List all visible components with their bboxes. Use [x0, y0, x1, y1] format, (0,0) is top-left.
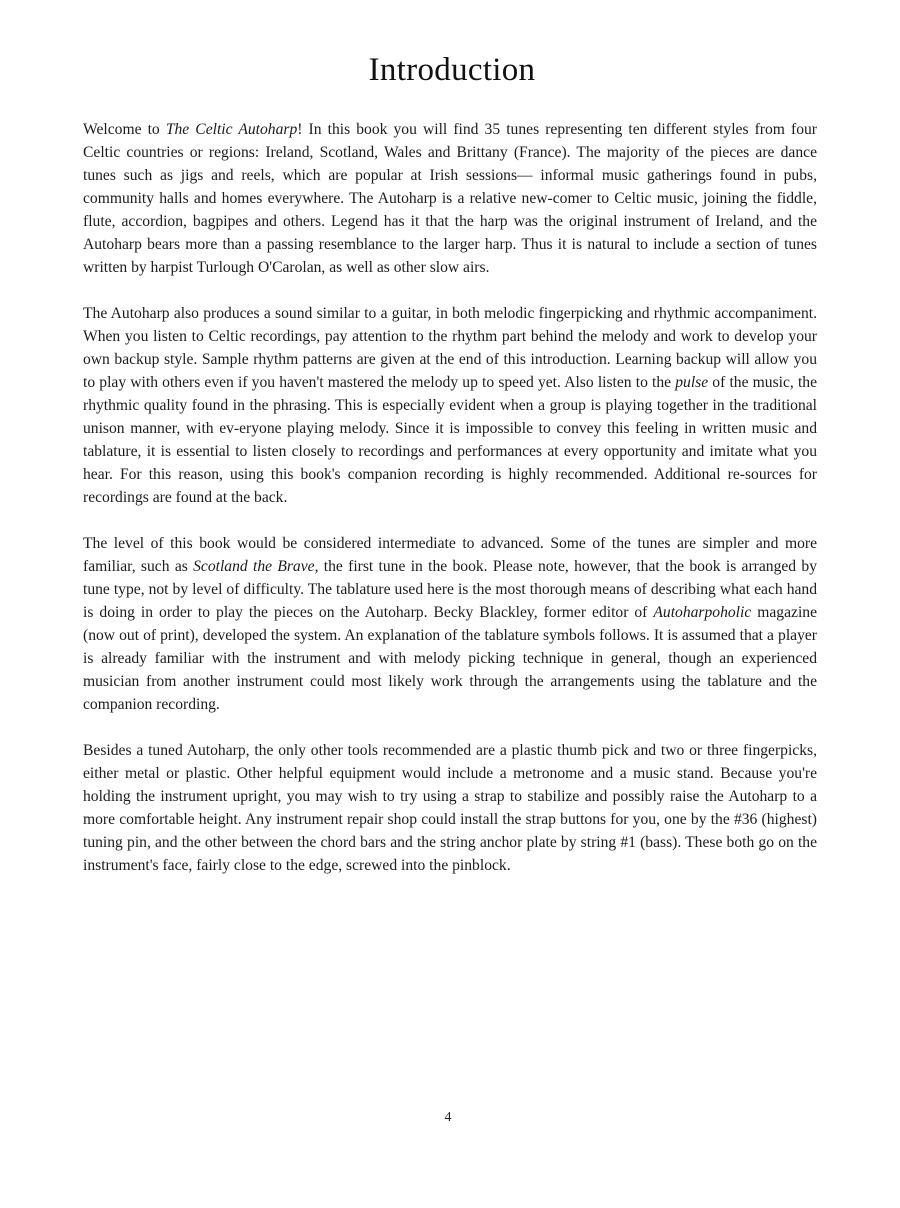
- paragraph-1: [83, 118, 817, 279]
- magazine-title-autoharpoholic: Autoharpoholic: [653, 604, 752, 621]
- paragraph-2-text-2: of the music, the rhythmic quality found in the phrasing. This is especially evident when a group is playing together in the traditional unison manner, with ev-eryone playing melody. Since it is impossible to convey this feeling in written music and tablature, it is essential to listen closely to recordings and performances at every opportunity and imitate what you hear. For this reason, using this book's companion recording is highly recommended. Additional re-sources for recordings are found at the back.: [83, 374, 817, 506]
- paragraph-2-text-1: The Autoharp also produces a sound similar to a guitar, in both melodic fingerpicking and rhythmic accompaniment. When you listen to Celtic recordings, pay attention to the rhythm part behind the melody and work to develop your own backup style. Sample rhythm patterns are given at the end of this introduction. Learning backup will allow you to play with others even if you haven't mastered the melody up to speed yet. Also listen to the: [83, 305, 817, 391]
- paragraph-1-text-2: ! In this book you will find 35 tunes representing ten different styles from four Celtic countries or regions: Ireland, Scotland, Wales and Brittany (France). The majority of the pieces are dance tunes such as jigs and reels, which are popular at Irish sessions— informal music gatherings found in pubs, community halls and homes everywhere. The Autoharp is a relative new-comer to Celtic music, joining the fiddle, flute, accordion, bagpipes and others. Legend has it that the harp was the original instrument of Ireland, and the Autoharp bears more than a passing resemblance to the larger harp. Thus it is natural to include a section of tunes written by harpist Turlough O'Carolan, as well as other slow airs.: [83, 121, 817, 276]
- paragraph-2: [83, 302, 817, 509]
- paragraph-3-text-2: , the first tune in the book. Please note, however, that the book is arranged by tune type, not by level of difficulty. The tablature used here is the most thorough means of describing what each hand is doing in order to play the pieces on the Autoharp. Becky Blackley, former editor of: [83, 558, 817, 621]
- book-title-celtic-autoharp: The Celtic Autoharp: [165, 121, 298, 138]
- page-title: Introduction: [368, 52, 536, 88]
- tune-title-scotland-the-brave: Scotland the Brave: [193, 558, 315, 575]
- paragraph-4-text-1: Besides a tuned Autoharp, the only other tools recommended are a plastic thumb pick and two or three fingerpicks, either metal or plastic. Other helpful equipment would include a metronome and a music stand. Because you're holding the instrument upright, you may wish to try using a strap to stabilize and possibly raise the Autoharp to a more comfortable height. Any instrument repair shop could install the strap buttons for you, one by the #36 (highest) tuning pin, and the other between the chord bars and the string anchor plate by string #1 (bass). These both go on the instrument's face, fairly close to the edge, screwed into the pinblock.: [83, 742, 817, 874]
- paragraph-3-text-3: magazine (now out of print), developed the system. An explanation of the tablature symbols follows. It is assumed that a player is already familiar with the instrument and with melody picking technique in general, though an experienced musician from another instrument could most likely work through the arrangements using the tablature and the companion recording.: [83, 604, 818, 713]
- paragraph-3-text-1: The level of this book would be considered intermediate to advanced. Some of the tunes are simpler and more familiar, such as: [83, 535, 817, 575]
- paragraph-4: [83, 739, 817, 877]
- emphasis-pulse: pulse: [675, 374, 709, 391]
- body-text: [83, 118, 817, 900]
- paragraph-1-text-1: Welcome to: [83, 121, 166, 138]
- page-number: 4: [444, 1110, 452, 1125]
- paragraph-3: [83, 532, 817, 716]
